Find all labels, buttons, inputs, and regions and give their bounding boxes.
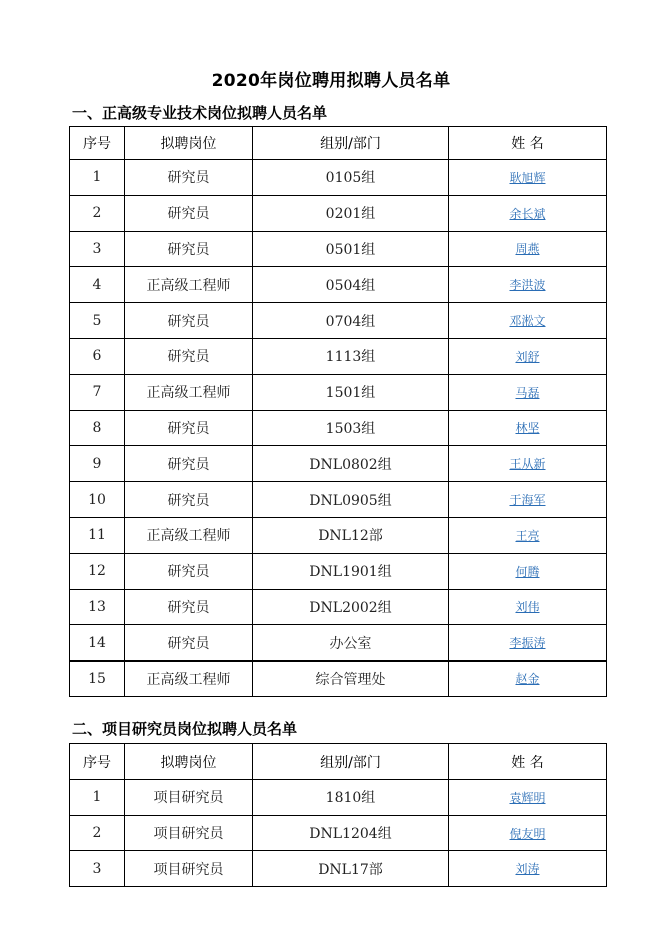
row-dept: 1810组 bbox=[253, 780, 449, 816]
row-number: 2 bbox=[70, 195, 125, 231]
row-number: 2 bbox=[70, 815, 125, 851]
row-number: 3 bbox=[70, 231, 125, 267]
row-name bbox=[449, 303, 607, 339]
row-name bbox=[449, 625, 607, 661]
row-name bbox=[449, 780, 607, 816]
table-row bbox=[70, 661, 607, 697]
row-name bbox=[449, 410, 607, 446]
row-number: 1 bbox=[70, 780, 125, 816]
table-row bbox=[70, 338, 607, 374]
row-dept: 1503组 bbox=[253, 410, 449, 446]
row-post: 研究员 bbox=[125, 482, 253, 518]
row-number: 5 bbox=[70, 303, 125, 339]
row-number: 11 bbox=[70, 517, 125, 553]
header-post: 拟聘岗位 bbox=[125, 744, 253, 780]
row-name bbox=[449, 553, 607, 589]
person-name-link[interactable]: 邓淞文 bbox=[509, 314, 546, 329]
row-dept: DNL0802组 bbox=[253, 446, 449, 482]
table-row bbox=[70, 482, 607, 518]
row-dept: 综合管理处 bbox=[253, 661, 449, 697]
row-number: 7 bbox=[70, 374, 125, 410]
person-name-link[interactable]: 倪友明 bbox=[509, 826, 546, 841]
person-name-link[interactable]: 余长斌 bbox=[509, 206, 546, 221]
row-name bbox=[449, 231, 607, 267]
row-name bbox=[449, 374, 607, 410]
person-name-link[interactable]: 刘涛 bbox=[515, 862, 540, 877]
header-name: 姓 名 bbox=[449, 127, 607, 160]
row-number: 6 bbox=[70, 338, 125, 374]
row-name bbox=[449, 661, 607, 697]
row-post: 研究员 bbox=[125, 589, 253, 625]
person-name-link[interactable]: 刘伟 bbox=[515, 600, 540, 615]
row-number: 14 bbox=[70, 625, 125, 661]
row-number: 10 bbox=[70, 482, 125, 518]
table-row bbox=[70, 446, 607, 482]
person-name-link[interactable]: 王亮 bbox=[515, 528, 540, 543]
row-number: 15 bbox=[70, 661, 125, 697]
table-row bbox=[70, 231, 607, 267]
row-dept: 0201组 bbox=[253, 195, 449, 231]
row-number: 13 bbox=[70, 589, 125, 625]
row-dept: 办公室 bbox=[253, 625, 449, 661]
person-name-link[interactable]: 林坚 bbox=[515, 421, 540, 436]
table-row bbox=[70, 410, 607, 446]
row-dept: DNL1901组 bbox=[253, 553, 449, 589]
row-name bbox=[449, 267, 607, 303]
header-post: 拟聘岗位 bbox=[125, 127, 253, 160]
row-name bbox=[449, 195, 607, 231]
row-dept: DNL0905组 bbox=[253, 482, 449, 518]
row-name bbox=[449, 589, 607, 625]
row-number: 8 bbox=[70, 410, 125, 446]
row-name bbox=[449, 160, 607, 196]
person-name-link[interactable]: 马磊 bbox=[515, 385, 540, 400]
row-name bbox=[449, 446, 607, 482]
row-post: 正高级工程师 bbox=[125, 374, 253, 410]
person-name-link[interactable]: 耿旭辉 bbox=[509, 170, 546, 185]
row-dept: DNL12部 bbox=[253, 517, 449, 553]
row-post: 研究员 bbox=[125, 625, 253, 661]
row-post: 正高级工程师 bbox=[125, 517, 253, 553]
section2-title: 二、项目研究员岗位拟聘人员名单 bbox=[72, 720, 298, 738]
row-dept: 0105组 bbox=[253, 160, 449, 196]
table-header-row bbox=[70, 127, 607, 160]
row-dept: DNL17部 bbox=[253, 851, 449, 887]
header-no: 序号 bbox=[70, 127, 125, 160]
row-dept: 1113组 bbox=[253, 338, 449, 374]
table-row bbox=[70, 589, 607, 625]
row-name bbox=[449, 482, 607, 518]
row-post: 正高级工程师 bbox=[125, 661, 253, 697]
section1-title: 一、正高级专业技术岗位拟聘人员名单 bbox=[72, 104, 328, 122]
row-dept: DNL1204组 bbox=[253, 815, 449, 851]
row-post: 研究员 bbox=[125, 160, 253, 196]
section2-rows bbox=[70, 780, 607, 887]
row-name bbox=[449, 815, 607, 851]
table-row bbox=[70, 195, 607, 231]
row-name bbox=[449, 338, 607, 374]
row-number: 9 bbox=[70, 446, 125, 482]
person-name-link[interactable]: 刘舒 bbox=[515, 349, 540, 364]
row-name bbox=[449, 851, 607, 887]
row-number: 1 bbox=[70, 160, 125, 196]
row-number: 4 bbox=[70, 267, 125, 303]
row-dept: 1501组 bbox=[253, 374, 449, 410]
row-post: 研究员 bbox=[125, 410, 253, 446]
person-name-link[interactable]: 周燕 bbox=[515, 242, 540, 257]
row-dept: 0704组 bbox=[253, 303, 449, 339]
header-dept: 组别/部门 bbox=[253, 744, 449, 780]
row-post: 正高级工程师 bbox=[125, 267, 253, 303]
row-number: 3 bbox=[70, 851, 125, 887]
table-row bbox=[70, 303, 607, 339]
row-post: 研究员 bbox=[125, 553, 253, 589]
table-row bbox=[70, 160, 607, 196]
person-name-link[interactable]: 李洪波 bbox=[509, 278, 546, 293]
person-name-link[interactable]: 王从新 bbox=[509, 457, 546, 472]
header-dept: 组别/部门 bbox=[253, 127, 449, 160]
table-row bbox=[70, 267, 607, 303]
header-no: 序号 bbox=[70, 744, 125, 780]
table-row bbox=[70, 517, 607, 553]
row-post: 项目研究员 bbox=[125, 851, 253, 887]
person-name-link[interactable]: 赵金 bbox=[515, 672, 540, 687]
row-number: 12 bbox=[70, 553, 125, 589]
table-row bbox=[70, 815, 607, 851]
table-row bbox=[70, 374, 607, 410]
row-post: 研究员 bbox=[125, 195, 253, 231]
document-title: 2020年岗位聘用拟聘人员名单 bbox=[211, 71, 451, 91]
section2-table bbox=[69, 743, 607, 887]
row-name bbox=[449, 517, 607, 553]
person-name-link[interactable]: 何腾 bbox=[515, 564, 540, 579]
row-dept: 0504组 bbox=[253, 267, 449, 303]
table-row bbox=[70, 780, 607, 816]
row-post: 项目研究员 bbox=[125, 815, 253, 851]
row-dept: 0501组 bbox=[253, 231, 449, 267]
person-name-link[interactable]: 李振涛 bbox=[509, 636, 546, 650]
person-name-link[interactable]: 于海军 bbox=[509, 493, 546, 508]
header-name: 姓 名 bbox=[449, 744, 607, 780]
table-header-row bbox=[70, 744, 607, 780]
row-post: 研究员 bbox=[125, 231, 253, 267]
row-post: 项目研究员 bbox=[125, 780, 253, 816]
section1-rows bbox=[70, 160, 607, 697]
section1-table bbox=[69, 126, 607, 697]
row-dept: DNL2002组 bbox=[253, 589, 449, 625]
row-post: 研究员 bbox=[125, 338, 253, 374]
row-post: 研究员 bbox=[125, 303, 253, 339]
person-name-link[interactable]: 袁辉明 bbox=[509, 790, 546, 805]
table-row bbox=[70, 625, 607, 661]
row-post: 研究员 bbox=[125, 446, 253, 482]
table-row bbox=[70, 553, 607, 589]
table-row bbox=[70, 851, 607, 887]
